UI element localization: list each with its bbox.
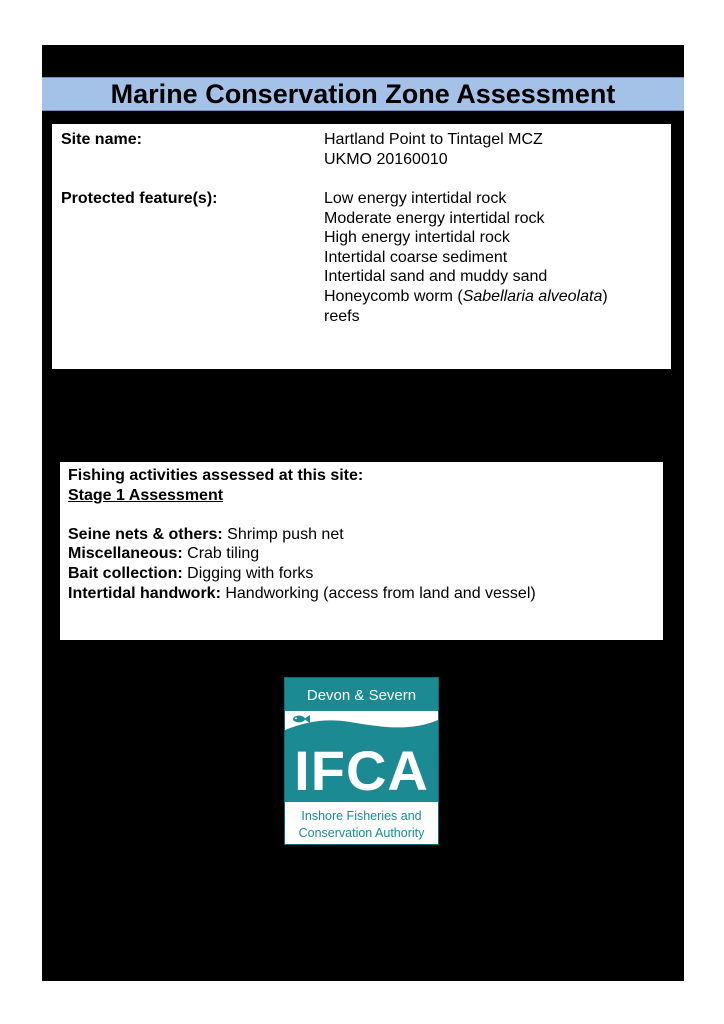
- title-bar: [42, 77, 684, 111]
- site-name-values: [324, 130, 543, 169]
- fishing-item-label: Intertidal handwork:: [68, 584, 221, 602]
- logo-main-text: IFCA: [294, 739, 429, 802]
- honeycomb-prefix: Honeycomb worm (: [324, 287, 463, 305]
- fishing-item-value: Shrimp push net: [222, 525, 344, 543]
- fishing-item-value: Digging with forks: [182, 564, 314, 582]
- ifca-logo: [284, 677, 439, 845]
- site-code: UKMO 20160010: [324, 150, 448, 168]
- protected-features-list: [324, 189, 608, 326]
- fishing-item-label: Miscellaneous:: [68, 545, 183, 563]
- page-title: Marine Conservation Zone Assessment: [110, 79, 616, 109]
- fishing-item: [68, 584, 536, 604]
- feature-item-honeycomb-cont: reefs: [324, 307, 360, 325]
- fishing-item-label: Bait collection:: [68, 564, 183, 582]
- logo-sub-line2: Conservation Authority: [298, 826, 425, 840]
- fishing-item-label: Seine nets & others:: [68, 525, 223, 543]
- fishing-item-value: Crab tiling: [182, 545, 260, 563]
- site-name: Hartland Point to Tintagel MCZ: [324, 131, 543, 148]
- honeycomb-suffix: ): [602, 287, 608, 305]
- honeycomb-species: Sabellaria alveolata: [462, 287, 603, 305]
- fishing-item: [68, 564, 536, 584]
- stage-heading: Stage 1 Assessment: [68, 486, 224, 504]
- logo-sub-line1: Inshore Fisheries and: [301, 809, 422, 823]
- fishing-item: [68, 544, 536, 564]
- fishing-heading: Fishing activities assessed at this site:: [68, 467, 364, 484]
- feature-item: Intertidal sand and muddy sand: [324, 268, 548, 286]
- protected-features-label: Protected feature(s):: [61, 190, 218, 207]
- fishing-item: [68, 525, 536, 545]
- feature-item: Moderate energy intertidal rock: [324, 209, 545, 227]
- fishing-activities-box: [60, 462, 663, 640]
- site-name-label: Site name:: [61, 131, 142, 148]
- feature-item: Intertidal coarse sediment: [324, 248, 508, 266]
- feature-item: Low energy intertidal rock: [324, 190, 507, 207]
- feature-item-honeycomb: [324, 287, 608, 307]
- site-info-box: [52, 124, 671, 369]
- feature-item: High energy intertidal rock: [324, 229, 510, 247]
- logo-top-text: Devon & Severn: [306, 687, 417, 704]
- fishing-item-value: Handworking (access from land and vessel): [220, 584, 536, 602]
